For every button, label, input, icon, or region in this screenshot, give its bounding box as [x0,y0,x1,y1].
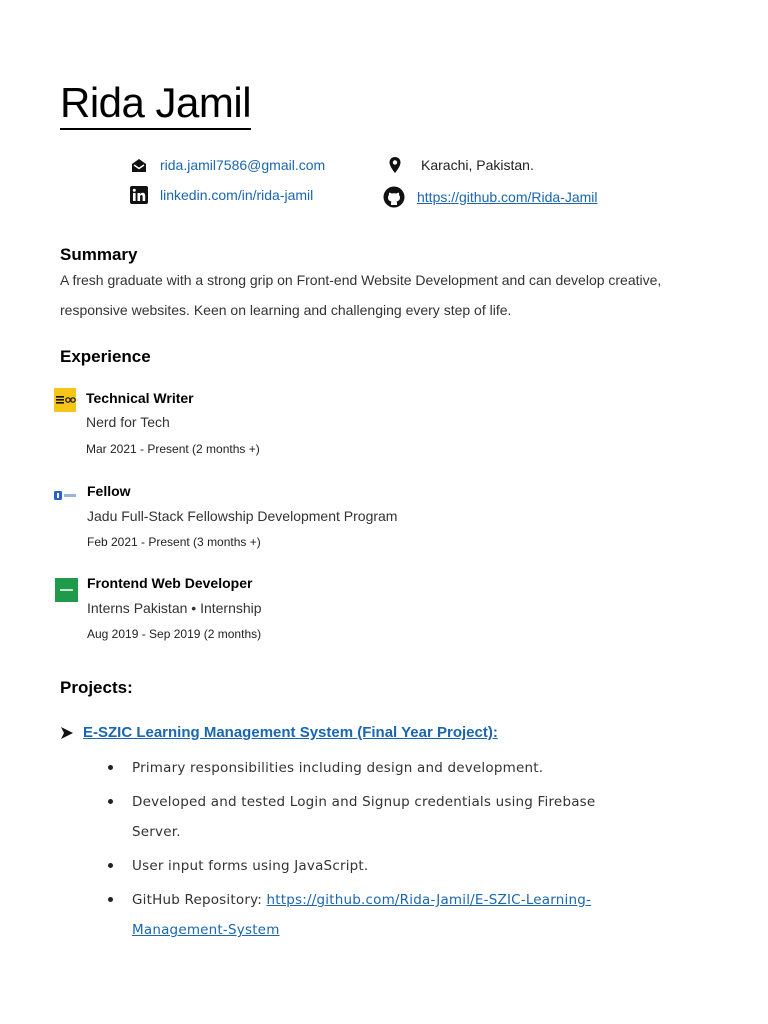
experience-org: Interns Pakistan • Internship [87,600,262,616]
contact-location [386,156,534,174]
list-item [108,753,648,783]
github-link[interactable]: https://github.com/Rida-Jamil [417,189,598,205]
experience-dates: Mar 2021 - Present (2 months +) [86,442,260,456]
summary-text: A fresh graduate with a strong grip on Front-end Website Development and can develop creative, responsive websites. Keen on learning and challenging every step of life. [60,272,662,318]
experience-dates: Feb 2021 - Present (3 months +) [87,535,261,549]
nerd-for-tech-logo [54,388,76,412]
contact-email[interactable] [130,156,325,174]
summary-heading: Summary [60,245,138,264]
bullet-dot [108,897,113,902]
repo-link[interactable]: https://github.com/Rida-Jamil/E-SZIC-Learning-Management-System [132,892,592,938]
bullet-dot [108,765,113,770]
experience-role: Technical Writer [86,390,194,406]
linkedin-icon [130,186,148,204]
contact-github[interactable] [383,186,598,208]
location-text: Karachi, Pakistan. [421,157,534,173]
experience-role: Frontend Web Developer [87,575,253,591]
contact-linkedin[interactable] [130,186,313,204]
linkedin-link[interactable]: linkedin.com/in/rida-jamil [160,187,314,203]
arrow-bullet-icon [60,726,74,745]
experience-org: Nerd for Tech [86,414,170,430]
bullet-dot [108,799,113,804]
list-item-text [132,885,632,945]
experience-org: Jadu Full-Stack Fellowship Development Program [87,508,398,524]
list-item [108,787,648,847]
interns-pakistan-logo [55,578,78,602]
email-link[interactable]: rida.jamil7586@gmail.com [160,157,326,173]
list-item [108,851,648,881]
experience-dates: Aug 2019 - Sep 2019 (2 months) [87,627,262,641]
page-title: Rida Jamil [60,78,251,130]
list-item [108,885,648,945]
list-item-text: Developed and tested Login and Signup credentials using Firebase Server. [132,794,596,840]
list-item-text: User input forms using JavaScript. [132,858,369,874]
projects-heading: Projects: [60,678,133,697]
github-icon [383,186,405,208]
repo-label: GitHub Repository: [132,892,267,908]
map-pin-icon [386,156,404,174]
experience-heading: Experience [60,347,151,366]
project-title-link[interactable]: E-SZIC Learning Management System (Final Year Project): [83,724,498,741]
envelope-open-icon [130,156,148,174]
list-item-text: Primary responsibilities including design and development. [132,760,544,776]
jadu-logo [54,488,78,498]
bullet-dot [108,863,113,868]
experience-role: Fellow [87,483,131,499]
